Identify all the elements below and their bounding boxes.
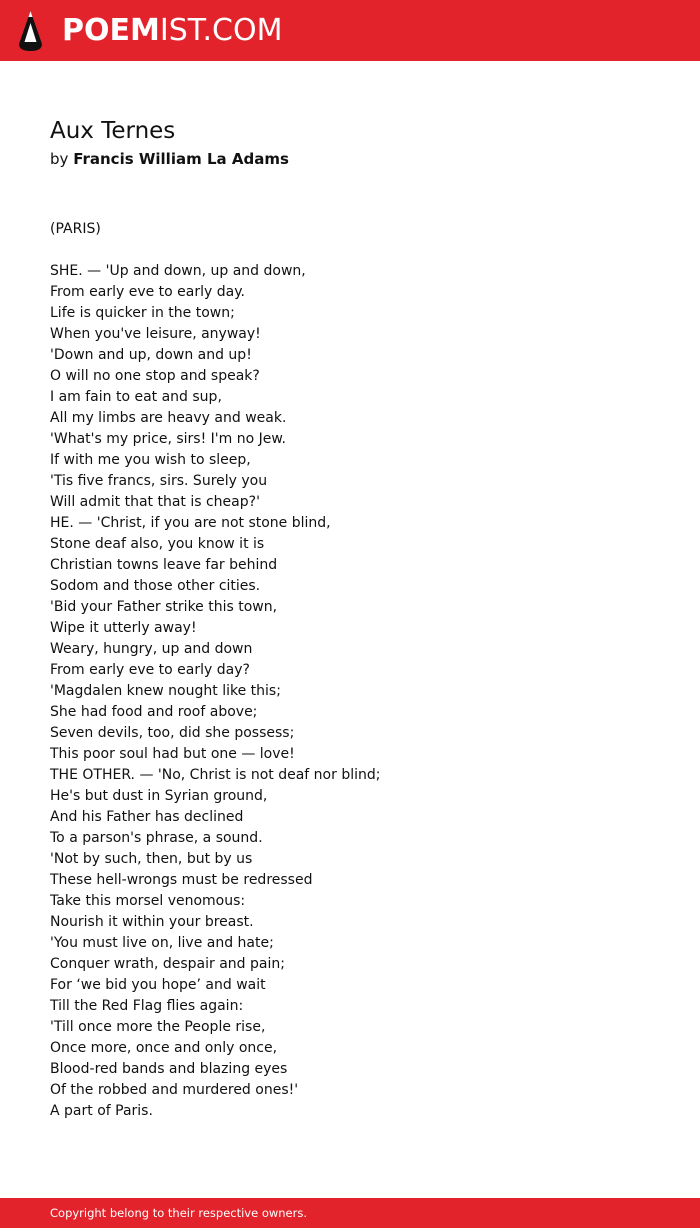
poem-line: 'Till once more the People rise, [50,1019,266,1035]
poem-line: Life is quicker in the town; [50,305,235,321]
poem-line: Seven devils, too, did she possess; [50,725,295,741]
poem-line: When you've leisure, anyway! [50,326,261,342]
poem-intro: (PARIS) [50,221,101,237]
poem-line: THE OTHER. — 'No, Christ is not deaf nor blind; [50,767,381,783]
poem-line: Blood-red bands and blazing eyes [50,1061,288,1077]
poem-line: Weary, hungry, up and down [50,641,253,657]
stanza-gap [50,240,650,261]
poem-title: Aux Ternes [50,118,176,144]
by-label: by [50,150,69,168]
poem-byline [50,149,289,169]
poem-line: These hell-wrongs must be redressed [50,872,313,888]
poem-line: To a parson's phrase, a sound. [50,830,263,846]
site-header [0,0,700,61]
poem-line: Till the Red Flag flies again: [50,998,244,1014]
pen-nib-logo-icon[interactable] [17,10,44,52]
copyright-text: Copyright belong to their respective owners. [50,1206,308,1220]
poem-line: From early eve to early day. [50,284,245,300]
poem-line: From early eve to early day? [50,662,250,678]
poem-line: 'You must live on, live and hate; [50,935,274,951]
poem-line: Christian towns leave far behind [50,557,278,573]
poem-line: 'Tis five francs, sirs. Surely you [50,473,268,489]
poem-line: O will no one stop and speak? [50,368,260,384]
poem-line: Sodom and those other cities. [50,578,261,594]
poem-body [50,219,650,1122]
site-brand-link[interactable] [62,12,282,50]
poem-line: Once more, once and only once, [50,1040,278,1056]
author-name: Francis William La Adams [73,150,289,168]
poem-line: A part of Paris. [50,1103,153,1119]
poem-line: HE. — 'Christ, if you are not stone blind, [50,515,331,531]
poem-line: For ‘we bid you hope’ and wait [50,977,266,993]
poem-line: Take this morsel venomous: [50,893,246,909]
poem-line: And his Father has declined [50,809,244,825]
poem-line: 'What's my price, sirs! I'm no Jew. [50,431,286,447]
poem-line: Of the robbed and murdered ones!' [50,1082,299,1098]
poem-line: Will admit that that is cheap?' [50,494,260,510]
poem-line: All my limbs are heavy and weak. [50,410,287,426]
poem-line: Conquer wrath, despair and pain; [50,956,285,972]
poem-line: Stone deaf also, you know it is [50,536,265,552]
poem-line: SHE. — 'Up and down, up and down, [50,263,306,279]
brand-bold-text: POEM [62,13,160,48]
poem-line: He's but dust in Syrian ground, [50,788,268,804]
poem-line: 'Not by such, then, but by us [50,851,253,867]
poem-line: If with me you wish to sleep, [50,452,251,468]
poem-line: 'Bid your Father strike this town, [50,599,278,615]
poem-line: 'Magdalen knew nought like this; [50,683,281,699]
poem-line: Nourish it within your breast. [50,914,254,930]
poem-line: This poor soul had but one — love! [50,746,295,762]
poem-line: She had food and roof above; [50,704,258,720]
poem-line: 'Down and up, down and up! [50,347,252,363]
poem-line: Wipe it utterly away! [50,620,197,636]
brand-light-text: IST.COM [159,13,283,48]
site-footer [0,1198,700,1228]
poem-line: I am fain to eat and sup, [50,389,222,405]
